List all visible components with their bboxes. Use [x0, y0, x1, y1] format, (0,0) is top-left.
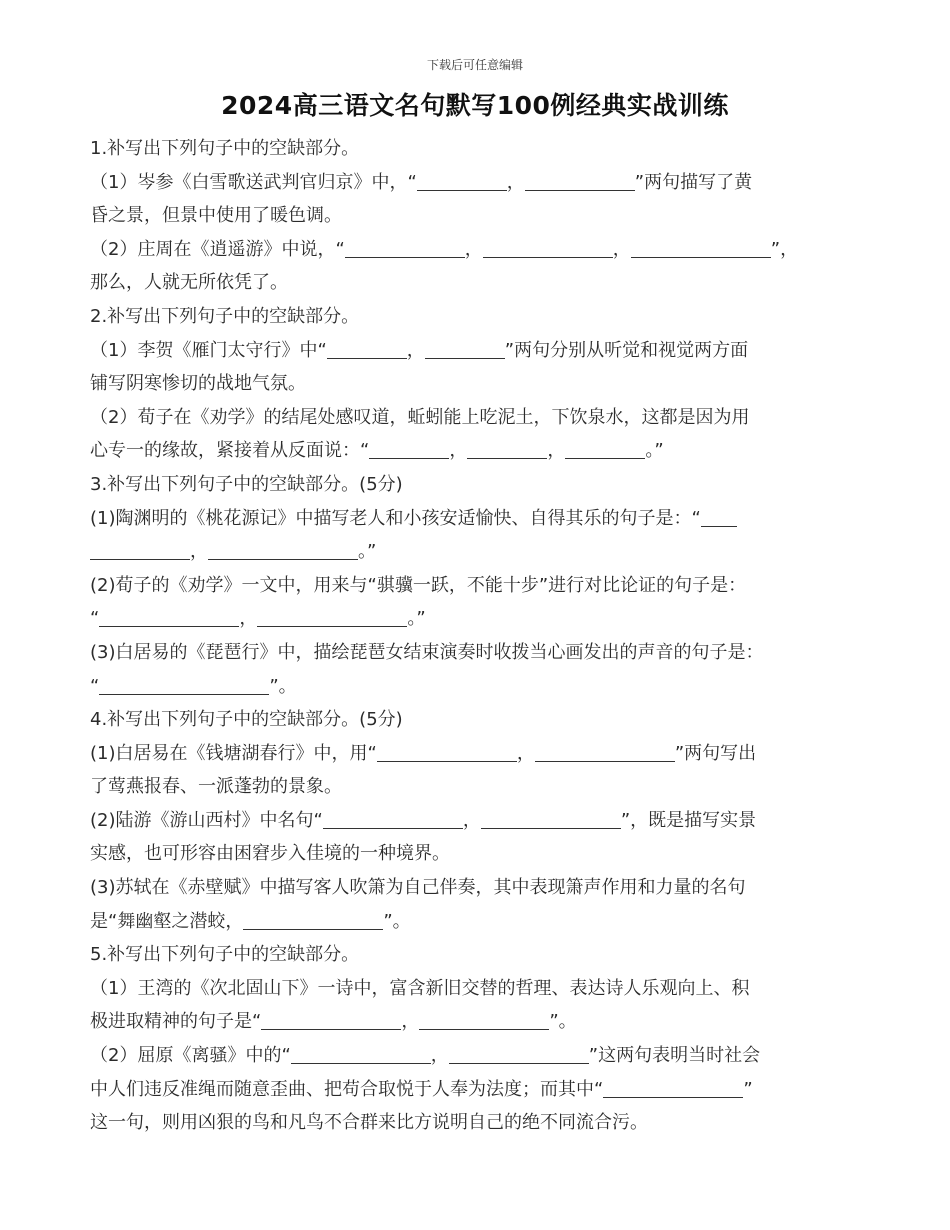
answer-blank[interactable]	[483, 237, 613, 258]
text-line: 极进取精神的句子是“ ， ”。	[90, 1011, 577, 1033]
answer-blank[interactable]	[377, 741, 517, 762]
question-3-item-2: (2)荀子的《劝学》一文中，用来与“骐骥一跃，不能十步”进行对比论证的句子是：	[90, 574, 747, 596]
answer-blank[interactable]	[417, 170, 507, 191]
question-4-item-2: (2)陆游《游山西村》中名句“ ， ”，既是描写实景	[90, 809, 757, 831]
question-2-item-2: （2）荀子在《劝学》的结尾处感叹道，蚯蚓能上吃泥土，下饮泉水，这都是因为用	[90, 406, 750, 428]
answer-blank[interactable]	[701, 506, 737, 527]
answer-blank[interactable]	[631, 237, 771, 258]
answer-blank[interactable]	[535, 741, 675, 762]
answer-blank[interactable]	[243, 909, 383, 930]
question-5-heading: 5.补写出下列句子中的空缺部分。	[90, 944, 360, 966]
question-1-item-1: （1）岑参《白雪歌送武判官归京》中，“ ， ”两句描写了黄	[90, 171, 753, 193]
answer-blank[interactable]	[99, 674, 269, 695]
answer-blank[interactable]	[525, 170, 635, 191]
header-note: 下载后可任意编辑	[426, 58, 523, 72]
question-1-heading: 1.补写出下列句子中的空缺部分。	[90, 138, 360, 159]
answer-blank[interactable]	[449, 1043, 589, 1064]
answer-blank[interactable]	[419, 1009, 549, 1030]
answer-blank[interactable]	[208, 539, 358, 560]
text-line: 是“舞幽壑之潜蛟， ”。	[90, 910, 411, 932]
answer-blank[interactable]	[369, 438, 449, 459]
answer-blank[interactable]	[261, 1009, 401, 1030]
document-body	[90, 132, 870, 1140]
question-1-item-2: （2）庄周在《逍遥游》中说，“ ， ， ”，	[90, 238, 799, 260]
text-line: 昏之景，但景中使用了暖色调。	[90, 205, 342, 227]
text-line: 了莺燕报春、一派蓬勃的景象。	[90, 776, 342, 798]
answer-blank[interactable]	[257, 606, 407, 627]
question-2-item-1: （1）李贺《雁门太守行》中“ ， ”两句分别从听觉和视觉两方面	[90, 339, 749, 361]
text-line: 那么，人就无所依凭了。	[90, 272, 288, 294]
page-title: 2024高三语文名句默写100例经典实战训练	[221, 91, 729, 120]
question-2-heading: 2.补写出下列句子中的空缺部分。	[90, 305, 360, 327]
question-3-heading: 3.补写出下列句子中的空缺部分。(5分)	[90, 473, 403, 495]
text-line: “ ”。	[90, 675, 297, 697]
answer-blank[interactable]	[99, 606, 239, 627]
question-4-item-3: (3)苏轼在《赤壁赋》中描写客人吹箫为自己伴奏，其中表现箫声作用和力量的名句	[90, 877, 746, 899]
text-line: “ ， 。”	[90, 608, 426, 630]
answer-blank[interactable]	[90, 539, 190, 560]
text-line: 铺写阴寒惨切的战地气氛。	[90, 373, 306, 395]
answer-blank[interactable]	[603, 1077, 743, 1098]
answer-blank[interactable]	[425, 338, 505, 359]
answer-blank[interactable]	[467, 438, 547, 459]
answer-blank[interactable]	[323, 808, 463, 829]
text-line: 这一句，则用凶狠的鸟和凡鸟不合群来比方说明自己的绝不同流合污。	[90, 1112, 648, 1134]
text-line: 实感，也可形容由困窘步入佳境的一种境界。	[90, 843, 450, 865]
question-4-item-1: (1)白居易在《钱塘湖春行》中，用“ ， ”两句写出	[90, 742, 757, 764]
answer-blank[interactable]	[327, 338, 407, 359]
question-5-item-1: （1）王湾的《次北固山下》一诗中，富含新旧交替的哲理、表达诗人乐观向上、积	[90, 977, 750, 999]
text-line: ， 。”	[90, 535, 870, 569]
text-line: 心专一的缘故，紧接着从反面说：“ ， ， 。”	[90, 440, 664, 462]
answer-blank[interactable]	[291, 1043, 431, 1064]
answer-blank[interactable]	[565, 438, 645, 459]
question-4-heading: 4.补写出下列句子中的空缺部分。(5分)	[90, 709, 403, 731]
question-3-item-3: (3)白居易的《琵琶行》中，描绘琵琶女结束演奏时收拨当心画发出的声音的句子是：	[90, 641, 764, 663]
question-5-item-2: （2）屈原《离骚》中的“ ， ”这两句表明当时社会	[90, 1045, 761, 1067]
answer-blank[interactable]	[481, 808, 621, 829]
text-line: 中人们违反准绳而随意歪曲、把苟合取悦于人奉为法度；而其中“ ”	[90, 1078, 753, 1100]
answer-blank[interactable]	[345, 237, 465, 258]
question-3-item-1: (1)陶渊明的《桃花源记》中描写老人和小孩安适愉快、自得其乐的句子是：“	[90, 502, 870, 536]
